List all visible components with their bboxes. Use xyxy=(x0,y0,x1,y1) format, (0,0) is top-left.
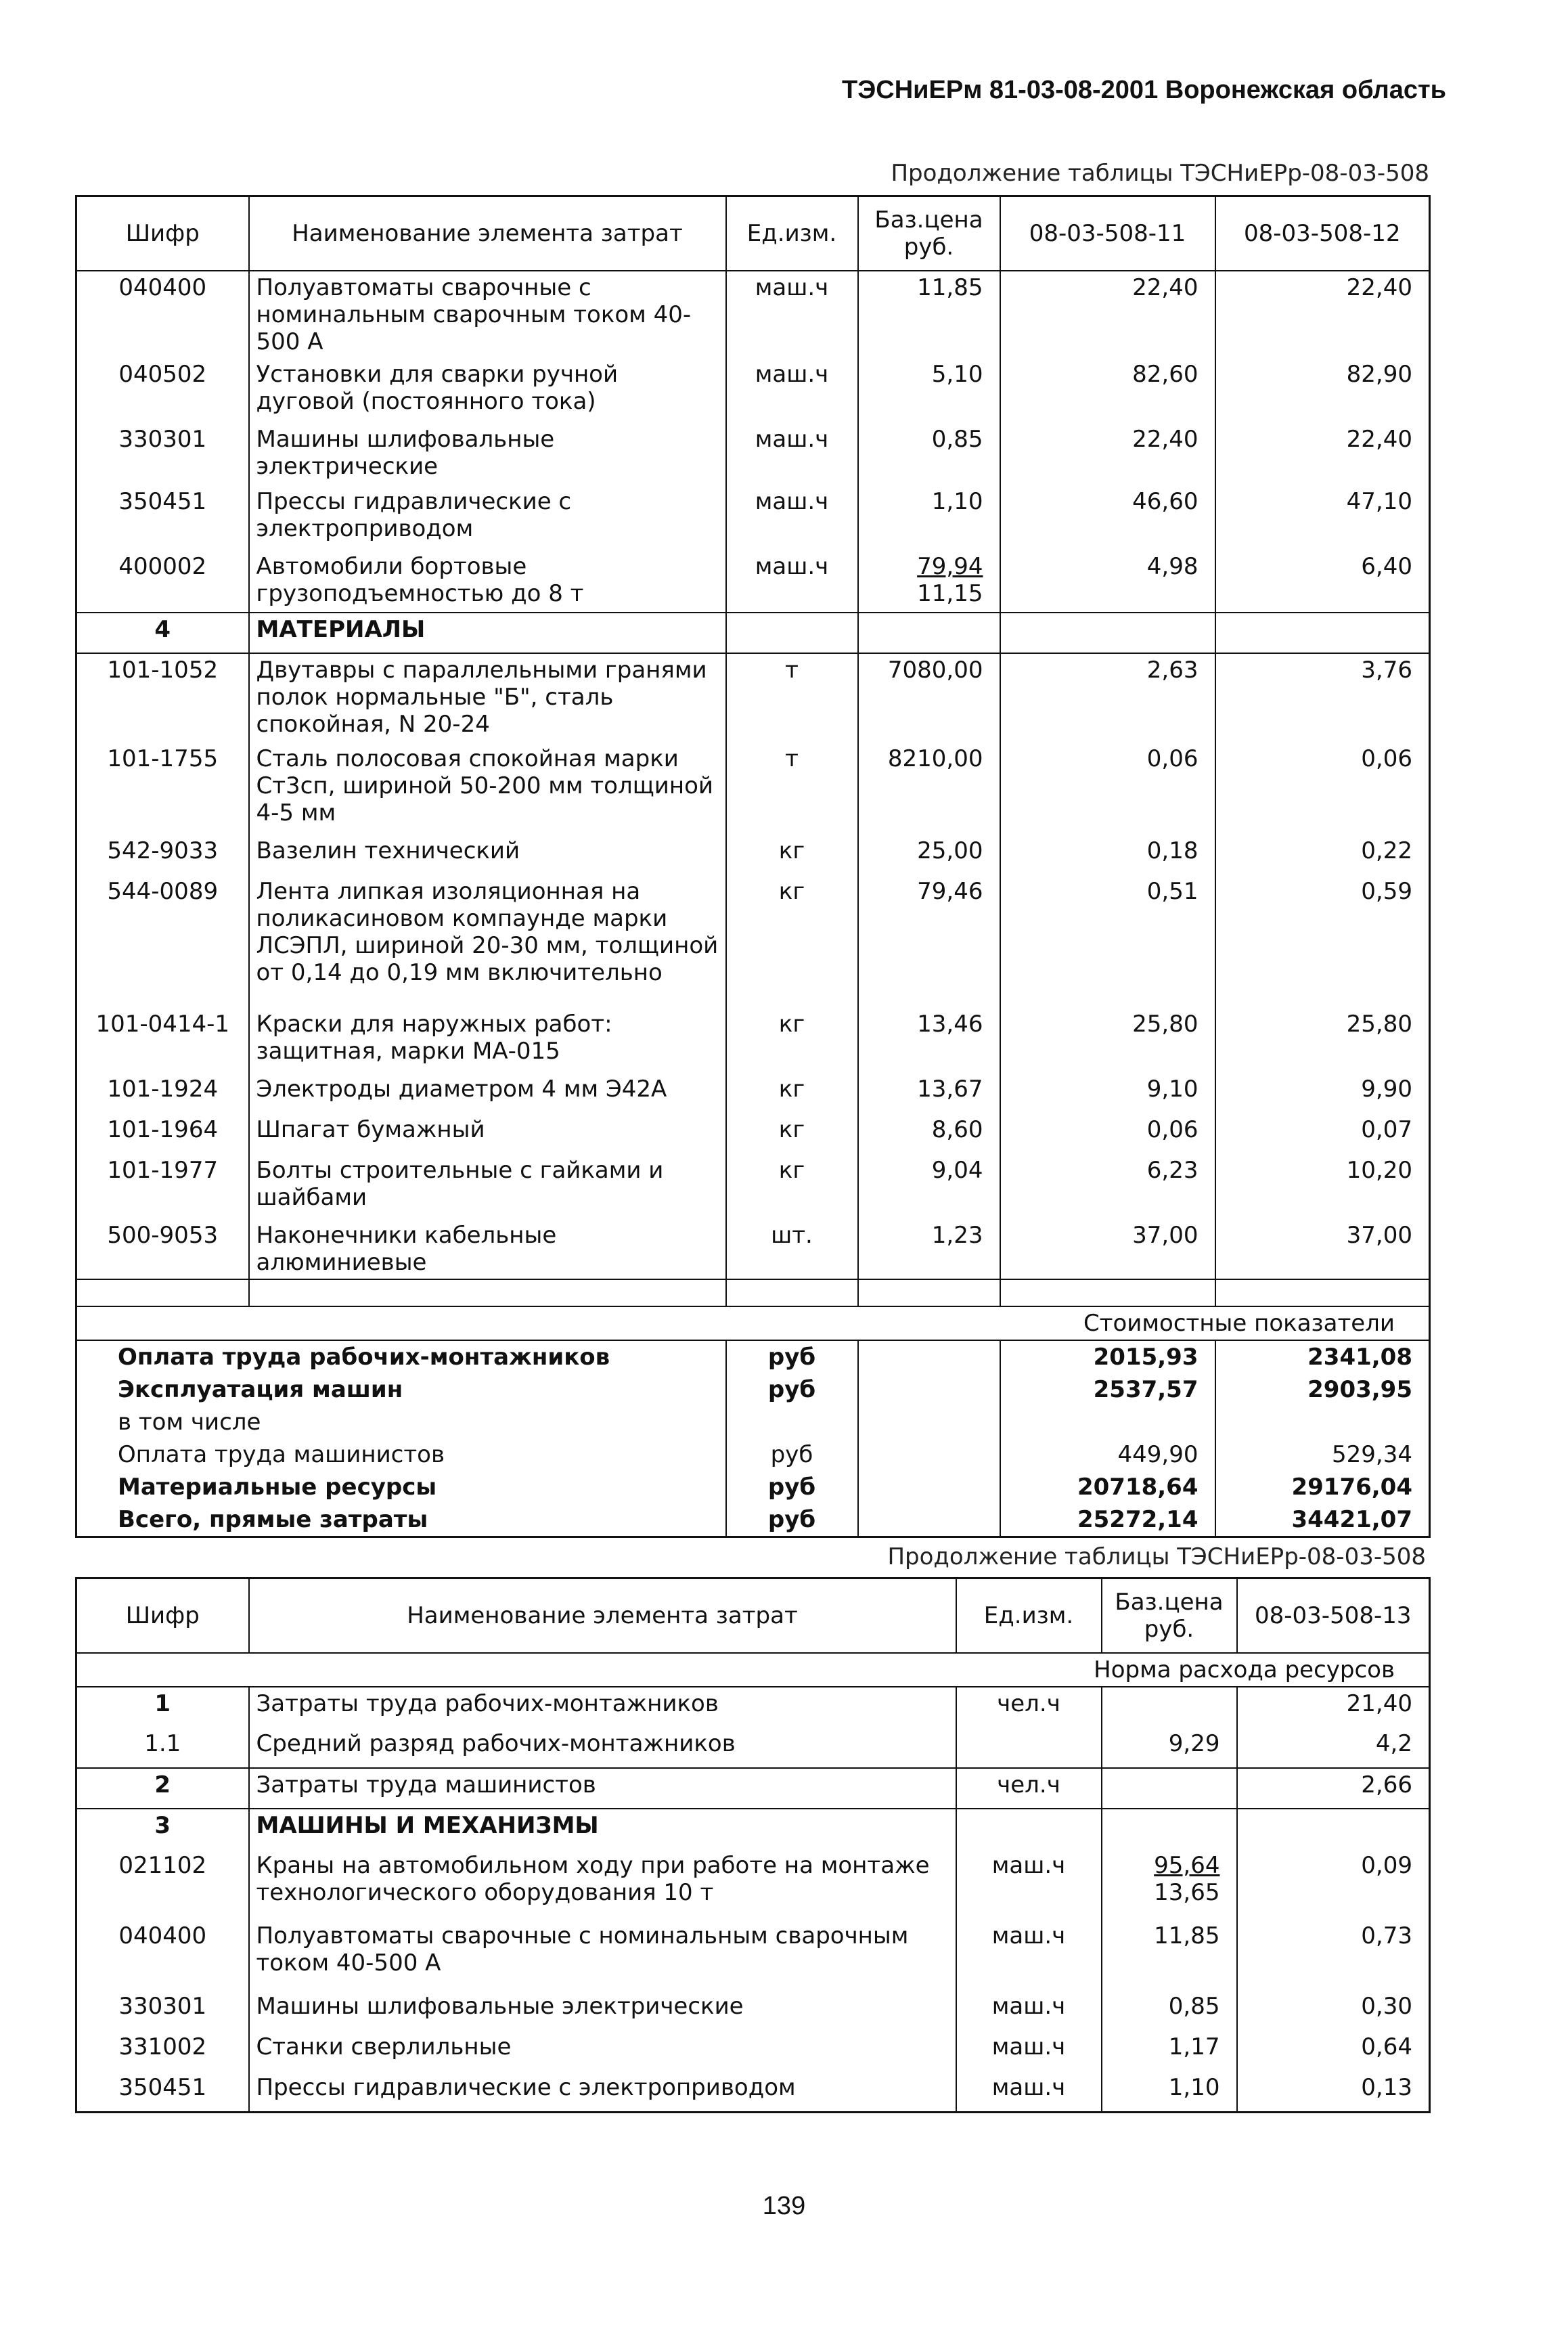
table-row xyxy=(76,653,1430,743)
summary-unit: руб xyxy=(726,1340,858,1373)
row-code: 4 xyxy=(76,613,249,653)
row-code: 330301 xyxy=(76,1990,249,2031)
row-name: Полуавтоматы сварочные с номинальным сварочным током 40-500 А xyxy=(249,271,726,358)
summary-title-row xyxy=(76,1306,1430,1340)
row-value-508-12: 25,80 xyxy=(1215,1008,1430,1073)
price-value: 1,10 xyxy=(931,488,983,515)
summary-unit: руб xyxy=(726,1438,858,1471)
row-value-508-12: 0,07 xyxy=(1215,1113,1430,1154)
row-name: Краски для наружных работ: защитная, марки МА-015 xyxy=(249,1008,726,1073)
empty-cell xyxy=(76,1279,249,1306)
row-price xyxy=(1102,1849,1237,1920)
row-price xyxy=(1102,2071,1237,2112)
row-name: Машины шлифовальные электрические xyxy=(249,1990,956,2031)
table-row xyxy=(76,1219,1430,1279)
summary-price-empty xyxy=(858,1406,1000,1438)
row-name: Затраты труда машинистов xyxy=(249,1768,956,1809)
row-unit: маш.ч xyxy=(956,1920,1102,1990)
row-price xyxy=(1102,2031,1237,2071)
row-value-508-12: 10,20 xyxy=(1215,1154,1430,1219)
table-row xyxy=(76,271,1430,358)
row-value-508-11: 25,80 xyxy=(1000,1008,1215,1073)
row-value-508-12: 0,59 xyxy=(1215,875,1430,1008)
summary-value-508-12: 29176,04 xyxy=(1215,1471,1430,1503)
table-row xyxy=(76,485,1430,550)
row-value-508-12: 22,40 xyxy=(1215,271,1430,358)
row-unit: кг xyxy=(726,835,858,875)
row-value-508-11: 0,06 xyxy=(1000,1113,1215,1154)
cost-table-2 xyxy=(75,1577,1431,2113)
summary-row xyxy=(76,1406,1430,1438)
row-code: 1.1 xyxy=(76,1727,249,1768)
col-header-508-13: 08-03-508-13 xyxy=(1237,1579,1430,1654)
spacer-row xyxy=(76,1279,1430,1306)
row-name: Средний разряд рабочих-монтажников xyxy=(249,1727,956,1768)
row-price xyxy=(1102,1727,1237,1768)
row-unit: кг xyxy=(726,1073,858,1113)
row-value-508-11: 0,51 xyxy=(1000,875,1215,1008)
price-value: 9,29 xyxy=(1168,1730,1220,1757)
norm-title-row xyxy=(76,1653,1430,1687)
row-code: 040400 xyxy=(76,271,249,358)
row-value-508-11: 2,63 xyxy=(1000,653,1215,743)
summary-price-empty xyxy=(858,1438,1000,1471)
summary-label: Материальные ресурсы xyxy=(118,1474,437,1501)
col-header-unit: Ед.изм. xyxy=(726,196,858,271)
price-value: 0,85 xyxy=(931,426,983,453)
row-code: 101-1052 xyxy=(76,653,249,743)
price-value-secondary: 13,65 xyxy=(1154,1879,1220,1906)
summary-value-508-12 xyxy=(1215,1406,1430,1438)
table-row xyxy=(76,1768,1430,1809)
row-code: 101-0414-1 xyxy=(76,1008,249,1073)
table-row xyxy=(76,1073,1430,1113)
col-header-price: Баз.цена руб. xyxy=(858,196,1000,271)
summary-price-empty xyxy=(858,1373,1000,1406)
row-unit xyxy=(956,1727,1102,1768)
row-price xyxy=(858,358,1000,423)
row-value-508-13 xyxy=(1237,1809,1430,1849)
summary-value-508-12: 2903,95 xyxy=(1215,1373,1430,1406)
row-price xyxy=(858,550,1000,613)
row-price xyxy=(858,613,1000,653)
row-value-508-12: 0,22 xyxy=(1215,835,1430,875)
empty-cell xyxy=(249,1279,726,1306)
row-unit: кг xyxy=(726,1008,858,1073)
col-header-unit: Ед.изм. xyxy=(956,1579,1102,1654)
row-value-508-11: 4,98 xyxy=(1000,550,1215,613)
summary-row xyxy=(76,1503,1430,1537)
col-header-code: Шифр xyxy=(76,196,249,271)
row-name: МАТЕРИАЛЫ xyxy=(249,613,726,653)
row-unit: шт. xyxy=(726,1219,858,1279)
row-price xyxy=(858,653,1000,743)
row-name: Машины шлифовальные электрические xyxy=(249,423,726,485)
row-value-508-12: 9,90 xyxy=(1215,1073,1430,1113)
row-price xyxy=(858,485,1000,550)
price-value: 8210,00 xyxy=(887,745,983,772)
price-value: 1,23 xyxy=(931,1222,983,1249)
table-row xyxy=(76,2071,1430,2112)
summary-label: Эксплуатация машин xyxy=(118,1376,403,1403)
row-value-508-13: 0,30 xyxy=(1237,1990,1430,2031)
row-price xyxy=(1102,1809,1237,1849)
summary-value-508-12: 34421,07 xyxy=(1215,1503,1430,1537)
summary-value-508-11: 2537,57 xyxy=(1000,1373,1215,1406)
summary-value-508-11 xyxy=(1000,1406,1215,1438)
table-row xyxy=(76,1154,1430,1219)
summary-value-508-12: 529,34 xyxy=(1215,1438,1430,1471)
price-value: 13,67 xyxy=(917,1076,983,1103)
row-unit: маш.ч xyxy=(726,550,858,613)
row-value-508-13: 0,13 xyxy=(1237,2071,1430,2112)
row-value-508-13: 2,66 xyxy=(1237,1768,1430,1809)
row-unit: кг xyxy=(726,1113,858,1154)
row-price xyxy=(858,1113,1000,1154)
table1-header-row xyxy=(76,196,1430,271)
summary-value-508-11: 2015,93 xyxy=(1000,1340,1215,1373)
summary-label: Оплата труда рабочих-монтажников xyxy=(118,1344,610,1371)
table-row xyxy=(76,1849,1430,1920)
summary-unit: руб xyxy=(726,1471,858,1503)
price-value: 11,85 xyxy=(917,274,983,301)
row-unit xyxy=(726,613,858,653)
row-price xyxy=(1102,1990,1237,2031)
section-row xyxy=(76,1809,1430,1849)
price-value: 9,04 xyxy=(931,1157,983,1184)
row-unit: т xyxy=(726,653,858,743)
summary-label: Оплата труда машинистов xyxy=(118,1441,445,1468)
table-row xyxy=(76,358,1430,423)
row-name: Двутавры с параллельными гранями полок нормальные "Б", сталь спокойная, N 20-24 xyxy=(249,653,726,743)
row-name: Сталь полосовая спокойная марки Ст3сп, шириной 50-200 мм толщиной 4-5 мм xyxy=(249,743,726,835)
row-name: Прессы гидравлические с электроприводом xyxy=(249,2071,956,2112)
summary-label: Всего, прямые затраты xyxy=(118,1506,428,1533)
row-unit: маш.ч xyxy=(726,271,858,358)
summary-value-508-11: 25272,14 xyxy=(1000,1503,1215,1537)
row-value-508-11: 6,23 xyxy=(1000,1154,1215,1219)
row-value-508-11: 37,00 xyxy=(1000,1219,1215,1279)
row-code: 040400 xyxy=(76,1920,249,1990)
row-code: 350451 xyxy=(76,2071,249,2112)
row-unit: маш.ч xyxy=(726,423,858,485)
row-code: 2 xyxy=(76,1768,249,1809)
empty-cell xyxy=(1215,1279,1430,1306)
table-row xyxy=(76,423,1430,485)
row-name: Вазелин технический xyxy=(249,835,726,875)
row-value-508-11 xyxy=(1000,613,1215,653)
row-price xyxy=(858,423,1000,485)
cost-table-1 xyxy=(75,195,1431,1538)
empty-cell xyxy=(1000,1279,1215,1306)
table-row xyxy=(76,743,1430,835)
row-unit: кг xyxy=(726,1154,858,1219)
row-unit xyxy=(956,1809,1102,1849)
table2-caption: Продолжение таблицы ТЭСНиЕРр-08-03-508 xyxy=(887,1543,1426,1570)
table2-header-row xyxy=(76,1579,1430,1654)
table-row xyxy=(76,550,1430,613)
table-row xyxy=(76,2031,1430,2071)
table-row xyxy=(76,1008,1430,1073)
summary-unit: руб xyxy=(726,1373,858,1406)
row-value-508-13: 0,09 xyxy=(1237,1849,1430,1920)
row-code: 101-1977 xyxy=(76,1154,249,1219)
summary-value-508-12: 2341,08 xyxy=(1215,1340,1430,1373)
col-header-508-11: 08-03-508-11 xyxy=(1000,196,1215,271)
summary-unit xyxy=(726,1406,858,1438)
row-name: Болты строительные с гайками и шайбами xyxy=(249,1154,726,1219)
row-price xyxy=(858,835,1000,875)
row-unit: маш.ч xyxy=(726,358,858,423)
summary-row xyxy=(76,1438,1430,1471)
row-unit: т xyxy=(726,743,858,835)
row-value-508-12: 3,76 xyxy=(1215,653,1430,743)
row-value-508-12: 6,40 xyxy=(1215,550,1430,613)
row-value-508-12 xyxy=(1215,613,1430,653)
summary-value-508-11: 449,90 xyxy=(1000,1438,1215,1471)
row-unit: маш.ч xyxy=(726,485,858,550)
row-name: Станки сверлильные xyxy=(249,2031,956,2071)
col-header-name: Наименование элемента затрат xyxy=(249,196,726,271)
row-price xyxy=(858,875,1000,1008)
table-row xyxy=(76,1113,1430,1154)
section-row xyxy=(76,613,1430,653)
row-code: 330301 xyxy=(76,423,249,485)
row-value-508-12: 0,06 xyxy=(1215,743,1430,835)
row-name: Установки для сварки ручной дуговой (постоянного тока) xyxy=(249,358,726,423)
price-value: 1,10 xyxy=(1168,2074,1220,2101)
row-unit: маш.ч xyxy=(956,2031,1102,2071)
row-name: Прессы гидравлические с электроприводом xyxy=(249,485,726,550)
row-code: 331002 xyxy=(76,2031,249,2071)
row-code: 021102 xyxy=(76,1849,249,1920)
row-value-508-13: 0,64 xyxy=(1237,2031,1430,2071)
row-unit: маш.ч xyxy=(956,1990,1102,2031)
row-value-508-11: 0,06 xyxy=(1000,743,1215,835)
summary-row xyxy=(76,1373,1430,1406)
row-code: 040502 xyxy=(76,358,249,423)
row-value-508-13: 21,40 xyxy=(1237,1687,1430,1727)
price-value: 1,17 xyxy=(1168,2033,1220,2060)
row-price xyxy=(858,1154,1000,1219)
row-code: 3 xyxy=(76,1809,249,1849)
summary-price-empty xyxy=(858,1471,1000,1503)
row-price xyxy=(858,1008,1000,1073)
row-name: МАШИНЫ И МЕХАНИЗМЫ xyxy=(249,1809,956,1849)
row-value-508-13: 4,2 xyxy=(1237,1727,1430,1768)
row-code: 350451 xyxy=(76,485,249,550)
price-value: 25,00 xyxy=(917,837,983,864)
summary-price-empty xyxy=(858,1340,1000,1373)
row-value-508-11: 9,10 xyxy=(1000,1073,1215,1113)
price-value: 13,46 xyxy=(917,1011,983,1038)
price-value: 8,60 xyxy=(931,1116,983,1143)
table-row xyxy=(76,875,1430,1008)
price-value-secondary: 11,15 xyxy=(917,580,983,607)
summary-unit: руб xyxy=(726,1503,858,1537)
summary-price-empty xyxy=(858,1503,1000,1537)
row-price xyxy=(1102,1768,1237,1809)
row-price xyxy=(858,271,1000,358)
row-code: 500-9053 xyxy=(76,1219,249,1279)
row-value-508-11: 82,60 xyxy=(1000,358,1215,423)
row-name: Шпагат бумажный xyxy=(249,1113,726,1154)
summary-label: в том числе xyxy=(118,1409,261,1436)
col-header-code: Шифр xyxy=(76,1579,249,1654)
empty-cell xyxy=(726,1279,858,1306)
row-value-508-12: 22,40 xyxy=(1215,423,1430,485)
row-price xyxy=(1102,1920,1237,1990)
row-unit: кг xyxy=(726,875,858,1008)
price-value: 79,46 xyxy=(917,878,983,905)
price-value: 11,85 xyxy=(1154,1922,1220,1949)
row-price xyxy=(858,1219,1000,1279)
row-name: Автомобили бортовые грузоподъемностью до 8 т xyxy=(249,550,726,613)
row-name: Лента липкая изоляционная на поликасиновом компаунде марки ЛСЭПЛ, шириной 20-30 мм, толщиной от 0,14 до 0,19 мм включительно xyxy=(249,875,726,1008)
row-name: Краны на автомобильном ходу при работе на монтаже технологического оборудования 10 т xyxy=(249,1849,956,1920)
col-header-name: Наименование элемента затрат xyxy=(249,1579,956,1654)
table-row xyxy=(76,1920,1430,1990)
price-value: 95,64 xyxy=(1154,1852,1220,1879)
row-unit: маш.ч xyxy=(956,1849,1102,1920)
row-price xyxy=(858,743,1000,835)
summary-row xyxy=(76,1471,1430,1503)
row-code: 544-0089 xyxy=(76,875,249,1008)
row-unit: маш.ч xyxy=(956,2071,1102,2112)
row-value-508-13: 0,73 xyxy=(1237,1920,1430,1990)
summary-row xyxy=(76,1340,1430,1373)
row-value-508-11: 46,60 xyxy=(1000,485,1215,550)
table1-caption: Продолжение таблицы ТЭСНиЕРр-08-03-508 xyxy=(891,160,1429,187)
row-name: Затраты труда рабочих-монтажников xyxy=(249,1687,956,1727)
empty-cell xyxy=(858,1279,1000,1306)
row-value-508-12: 47,10 xyxy=(1215,485,1430,550)
col-header-508-12: 08-03-508-12 xyxy=(1215,196,1430,271)
row-code: 101-1964 xyxy=(76,1113,249,1154)
summary-title: Стоимостные показатели xyxy=(76,1306,1430,1340)
row-code: 400002 xyxy=(76,550,249,613)
price-value: 0,85 xyxy=(1168,1993,1220,2020)
row-code: 1 xyxy=(76,1687,249,1727)
row-price xyxy=(858,1073,1000,1113)
price-value: 5,10 xyxy=(931,361,983,388)
col-header-price: Баз.цена руб. xyxy=(1102,1579,1237,1654)
row-unit: чел.ч xyxy=(956,1768,1102,1809)
row-code: 101-1755 xyxy=(76,743,249,835)
table-row xyxy=(76,1990,1430,2031)
document-header: ТЭСНиЕРм 81-03-08-2001 Воронежская область xyxy=(842,76,1446,104)
page-number: 139 xyxy=(762,2192,806,2220)
table-row xyxy=(76,1687,1430,1727)
price-value: 7080,00 xyxy=(887,657,983,684)
row-value-508-12: 82,90 xyxy=(1215,358,1430,423)
row-price xyxy=(1102,1687,1237,1727)
price-value: 79,94 xyxy=(917,553,983,580)
row-value-508-11: 22,40 xyxy=(1000,423,1215,485)
summary-value-508-11: 20718,64 xyxy=(1000,1471,1215,1503)
row-unit: чел.ч xyxy=(956,1687,1102,1727)
row-code: 101-1924 xyxy=(76,1073,249,1113)
table-row xyxy=(76,1727,1430,1768)
row-value-508-11: 22,40 xyxy=(1000,271,1215,358)
norm-title: Норма расхода ресурсов xyxy=(76,1653,1430,1687)
row-value-508-12: 37,00 xyxy=(1215,1219,1430,1279)
row-name: Наконечники кабельные алюминиевые xyxy=(249,1219,726,1279)
row-code: 542-9033 xyxy=(76,835,249,875)
row-value-508-11: 0,18 xyxy=(1000,835,1215,875)
row-name: Полуавтоматы сварочные с номинальным сварочным током 40-500 А xyxy=(249,1920,956,1990)
row-name: Электроды диаметром 4 мм Э42А xyxy=(249,1073,726,1113)
table-row xyxy=(76,835,1430,875)
